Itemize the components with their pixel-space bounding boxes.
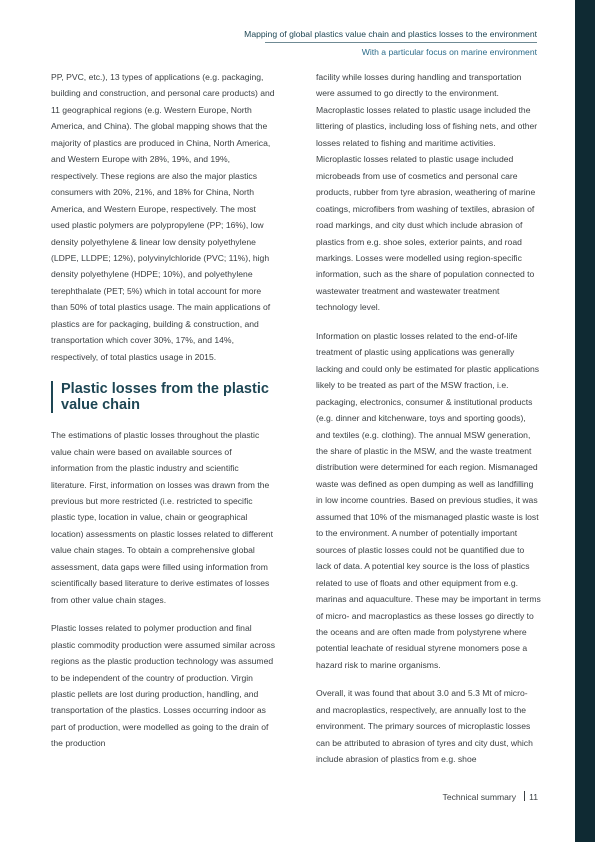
header-title: Mapping of global plastics value chain and plastics losses to the environment — [244, 29, 537, 39]
left-column — [51, 69, 276, 764]
right-column — [316, 69, 541, 780]
header-divider — [265, 42, 537, 43]
header-subtitle: With a particular focus on marine environment — [361, 47, 537, 57]
page-footer — [443, 791, 538, 803]
body-paragraph: Plastic losses related to polymer production and final plastic commodity production were assumed similar across regions as the plastic production technology was assumed to be independent of the country of production. Virgin plastic pellets are lost during production, handling, and transportation of the plastics. Losses occurring indoor as part of production, were modelled as going to the drain of the production — [51, 623, 275, 749]
side-color-bar — [575, 0, 595, 842]
body-paragraph: The estimations of plastic losses throughout the plastic value chain were based on available sources of information from the plastic industry and scientific literature. First, information on losses was drawn from the previous but more restricted (i.e. restricted to specific plastic type, location in value, chain or geographical location) assessments on plastic losses related to different value chain stages. To obtain a comprehensive global assessment, data gaps were filled using information from scientifically based literature to derive estimates of losses from other value chain stages. — [51, 430, 273, 605]
body-paragraph: Overall, it was found that about 3.0 and 5.3 Mt of micro- and macroplastics, respectively, are annually lost to the environment. The primary sources of microplastic losses can be attributed to abrasion of tyres and city dust, which include abrasion of plastics from e.g. shoe — [316, 688, 533, 765]
running-header — [244, 28, 537, 58]
section-heading: Plastic losses from the plastic value chain — [51, 381, 276, 413]
page-number: 11 — [529, 792, 538, 802]
body-paragraph: Information on plastic losses related to the end-of-life treatment of plastic using applications was generally lacking and could only be estimated for plastic applications likely to be treated as part of the MSW fraction, i.e. packaging, electronics, consumer & institutional products (e.g. dinner and kitchenware, toys and sporting goods), and textiles (e.g. clothing). The annual MSW generation, the share of plastic in the MSW, and the waste treatment distribution were determined for each region. Mismanaged waste was defined as open dumping as well as landfilling in low income countries. Based on previous studies, it was assumed that 10% of the mismanaged plastic waste is lost to the environment. A number of potentially important sources of plastic losses could not be quantified due to lack of data. A potential key source is the loss of plastics related to use of floats and other equipment from e.g. marinas and aquaculture. These may be important in terms of micro- and macroplastics as these losses go directly to the oceans and are often made from polystyrene where potential leachate of residual styrene monomers pose a hazard risk to marine organisms. — [316, 330, 541, 670]
footer-label: Technical summary — [442, 792, 517, 802]
intro-paragraph: PP, PVC, etc.), 13 types of applications (e.g. packaging, building and construction, and personal care products) and 11 geographical regions (e.g. Western Europe, North America, and China). The global mapping shows that the majority of plastics are produced in China, North America, and Western Europe with 28%, 19%, and 19%, respectively. These regions are also the major plastics consumers with 20%, 21%, and 18% for China, North America, and Western Europe, respectively. The most used plastic polymers are polypropylene (PP; 16%), low density polyethylene & linear low density polyethylene (LDPE, LLDPE; 12%), polyvinylchloride (PVC; 11%), high density polyethylene (HDPE; 10%), and polyethylene terephthalate (PET; 5%) which in total account for more than 50% of total plastics usage. The main applications of plastics are for packaging, building & construction, and transportation which cover 30%, 17%, and 14%, respectively, of total plastics usage in 2015. — [51, 72, 275, 362]
body-paragraph: facility while losses during handling and transportation were assumed to go directly to the environment. Macroplastic losses related to plastic usage included the littering of plastics, including loss of fishing nets, and other losses related to fishing and maritime activities. Microplastic losses related to plastic usage included microbeads from use of cosmetics and personal care products, rubber from tyre abrasion, weathering of marine coatings, microfibers from washing of textiles, abrasion of road markings, and city dust which include abrasion of plastics from e.g. shoe soles, exterior paints, and road markings. Losses were modelled using region-specific information, such as the share of population connected to wastewater treatment and wastewater treatment technology level. — [316, 72, 538, 313]
footer-separator — [524, 791, 525, 801]
